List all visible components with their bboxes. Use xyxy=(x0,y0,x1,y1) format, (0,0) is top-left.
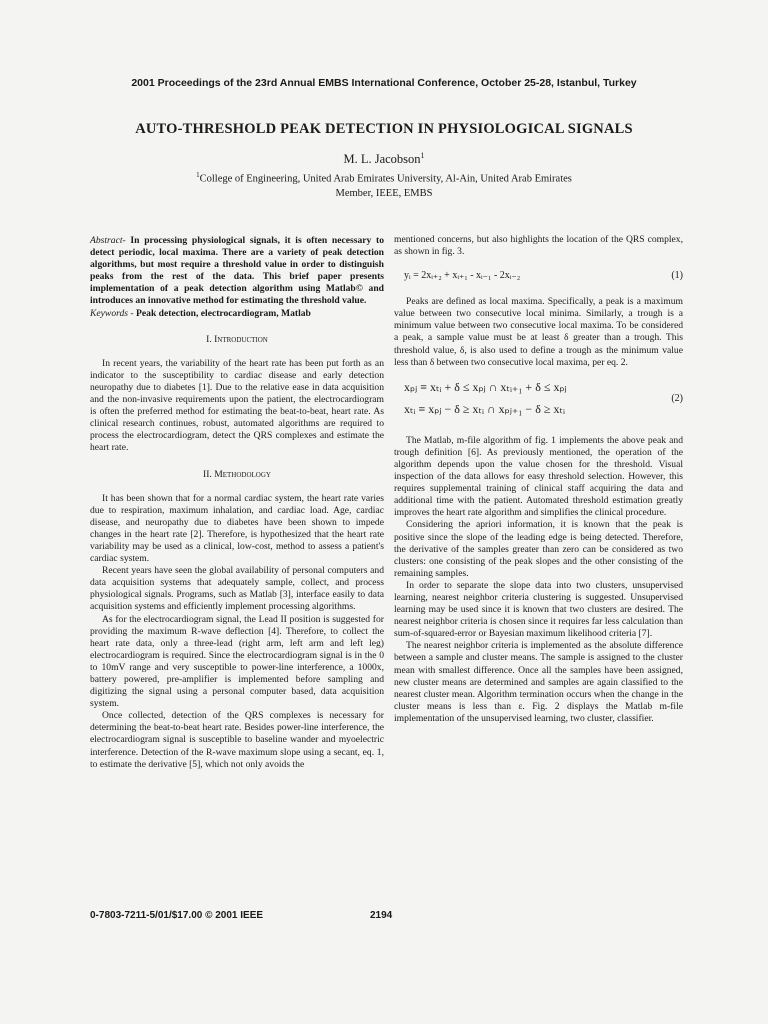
affiliation-superscript: 1 xyxy=(196,171,200,179)
right-paragraph-4: Considering the apriori information, it is known that the peak is positive since the slope of the leading edge is being detected. Therefore, the derivative of the samples greater than zero can be considered as two clusters: one consisting of the peak slopes and the other consisting of the remaining samples. xyxy=(394,519,683,579)
abstract-label: Abstract- xyxy=(90,235,126,246)
equation-1-number: (1) xyxy=(671,270,683,282)
equation-1 xyxy=(394,270,683,284)
method-paragraph-4: Once collected, detection of the QRS complexes is necessary for determining the beat-to-beat heart rate. Besides power-line interference, the electrocardiogram signal is susceptible to baseline wander and myoelectric interference. Detection of the R-wave maximum slope using a secant, eq. 1, to estimate the derivative [5], which not only avoids the xyxy=(90,710,384,770)
left-column xyxy=(90,235,384,771)
author-superscript: 1 xyxy=(420,151,425,160)
affiliation-line xyxy=(0,168,768,187)
equation-2-number: (2) xyxy=(671,392,683,404)
proceedings-header: 2001 Proceedings of the 23rd Annual EMBS International Conference, October 25-28, Istanbul, Turkey xyxy=(131,77,637,89)
abstract-paragraph xyxy=(90,235,384,308)
right-paragraph-6: The nearest neighbor criteria is implemented as the absolute difference between a sample and cluster means. The sample is assigned to the cluster mean with smallest difference. Once all the samples have been assigned, new cluster means are determined and samples are again classified to the nearest cluster mean. Algorithm termination occurs when the change in the cluster means is less than ε. Fig. 2 displays the Matlab m-file implementation of the unsupervised learning, two cluster, classifier. xyxy=(394,640,683,724)
equation-1-expression: yᵢ = 2xᵢ₊₂ + xᵢ₊₁ - xᵢ₋₁ - 2xᵢ₋₂ xyxy=(404,270,521,282)
equation-2 xyxy=(394,379,683,423)
right-paragraph-5: In order to separate the slope data into two clusters, unsupervised learning, nearest neighbor criteria clustering is suggested. Unsupervised learning may be used since it is known that two clusters are desired. The nearest neighbor criteria is chosen since it requires far less calculation than sum-of-squared-error or Bayesian maximum likelihood criteria [7]. xyxy=(394,579,683,640)
affiliation-block xyxy=(0,168,768,201)
right-paragraph-2: Peaks are defined as local maxima. Specifically, a peak is a maximum value between two consecutive local minima. Similarly, a trough is a minimum value between two consecutive local maxima. To be considered a peak, a sample value must be at least δ greater than a trough. This threshold value, δ, is also used to define a trough as the minimum value less than δ between two consecutive local maxima, per eq. 2. xyxy=(394,296,683,368)
method-paragraph-2: Recent years have seen the global availability of personal computers and data acquisition systems that adequately sample, collect, and process physiological signals. Programs, such as Matlab [3], interface easily to data acquisition systems and efficiently implement processing algorithms. xyxy=(90,565,384,613)
section-heading-introduction: I. Introduction xyxy=(206,333,268,345)
paper-title: AUTO-THRESHOLD PEAK DETECTION IN PHYSIOLOGICAL SIGNALS xyxy=(135,121,633,137)
keywords-text: Peak detection, electrocardiogram, Matlab xyxy=(133,307,311,319)
copyright-footer: 0-7803-7211-5/01/$17.00 © 2001 IEEE xyxy=(90,910,264,921)
right-paragraph-3: The Matlab, m-file algorithm of fig. 1 implements the above peak and trough definition [6]. As previously mentioned, the operation of the algorithm depends upon the value chosen for the threshold. Visual inspection of the data allows for easy threshold selection. However, this requires supplemental training of clinical staff acquiring the data and additional time with the patient. Automated threshold estimation greatly improves the heart rate algorithm and simplifies the clinical procedure. xyxy=(394,434,683,519)
affiliation-text: College of Engineering, United Arab Emirates University, Al-Ain, United Arab Emirates xyxy=(199,173,572,185)
right-paragraph-1: mentioned concerns, but also highlights the location of the QRS complex, as shown in fig. 3. xyxy=(394,234,683,258)
author-name: M. L. Jacobson xyxy=(343,152,421,167)
equation-2-line-2: xₜᵢ ≡ xₚⱼ − δ ≥ xₜᵢ ∩ xₚⱼ₊₁ − δ ≥ xₜᵢ xyxy=(404,401,565,416)
abstract-text: In processing physiological signals, it is often necessary to detect periodic, local maxima. There are a variety of peak detection algorithms, but most require a threshold value in order to distinguish peaks from the rest of the data. This brief paper presents implementation of a peak detection algorithm using Matlab© and introduces an innovative method for estimating the threshold value. xyxy=(90,235,384,307)
intro-paragraph: In recent years, the variability of the heart rate has been put forth as an indicator to the susceptibility to cardiac disease and early detection neuropathy due to diabetes [1]. Due to the relative ease in data acquisition and the non-invasive requirements upon the patient, the electrocardiogram is often the preferred method for estimating the beat-to-beat, heart rate. As clinical research continues, robust, automated algorithms are required to process the electrocardiogram, detect the QRS complexes and estimate the heart rate. xyxy=(90,357,384,454)
method-paragraph-3: As for the electrocardiogram signal, the Lead II position is suggested for providing the maximum R-wave deflection [4]. Therefore, to collect the heart rate data, only a three-lead (right arm, left arm and left leg) electrocardiogram is required. Since the electrocardiogram signal is in the 0 to 10mV range and very susceptible to power-line interference, a 1000x, battery powered, pre-amplifier is implemented before sampling and digitizing the signal using a personal computer based, data acquisition system. xyxy=(90,613,384,710)
page-number: 2194 xyxy=(370,910,393,921)
method-paragraph-1: It has been shown that for a normal cardiac system, the heart rate varies due to respiration, maximum inhalation, and cardiac load. Age, cardiac disease, and neuropathy due to diabetes have been shown to impede changes in the heart rate [2]. Therefore, is hypothesized that the heart rate variability may be used as a clinical, low-cost, method to assess a patient's cardiac system. xyxy=(90,492,384,565)
author-line xyxy=(0,151,768,167)
keywords-paragraph xyxy=(90,308,384,320)
equation-2-line-1: xₚⱼ ≡ xₜᵢ + δ ≤ xₚⱼ ∩ xₜᵢ₊₁ + δ ≤ xₚⱼ xyxy=(404,379,567,394)
section-heading-methodology: II. Methodology xyxy=(203,468,271,480)
membership-line: Member, IEEE, EMBS xyxy=(335,187,433,199)
right-column xyxy=(394,234,683,725)
keywords-label: Keywords - xyxy=(90,307,134,319)
